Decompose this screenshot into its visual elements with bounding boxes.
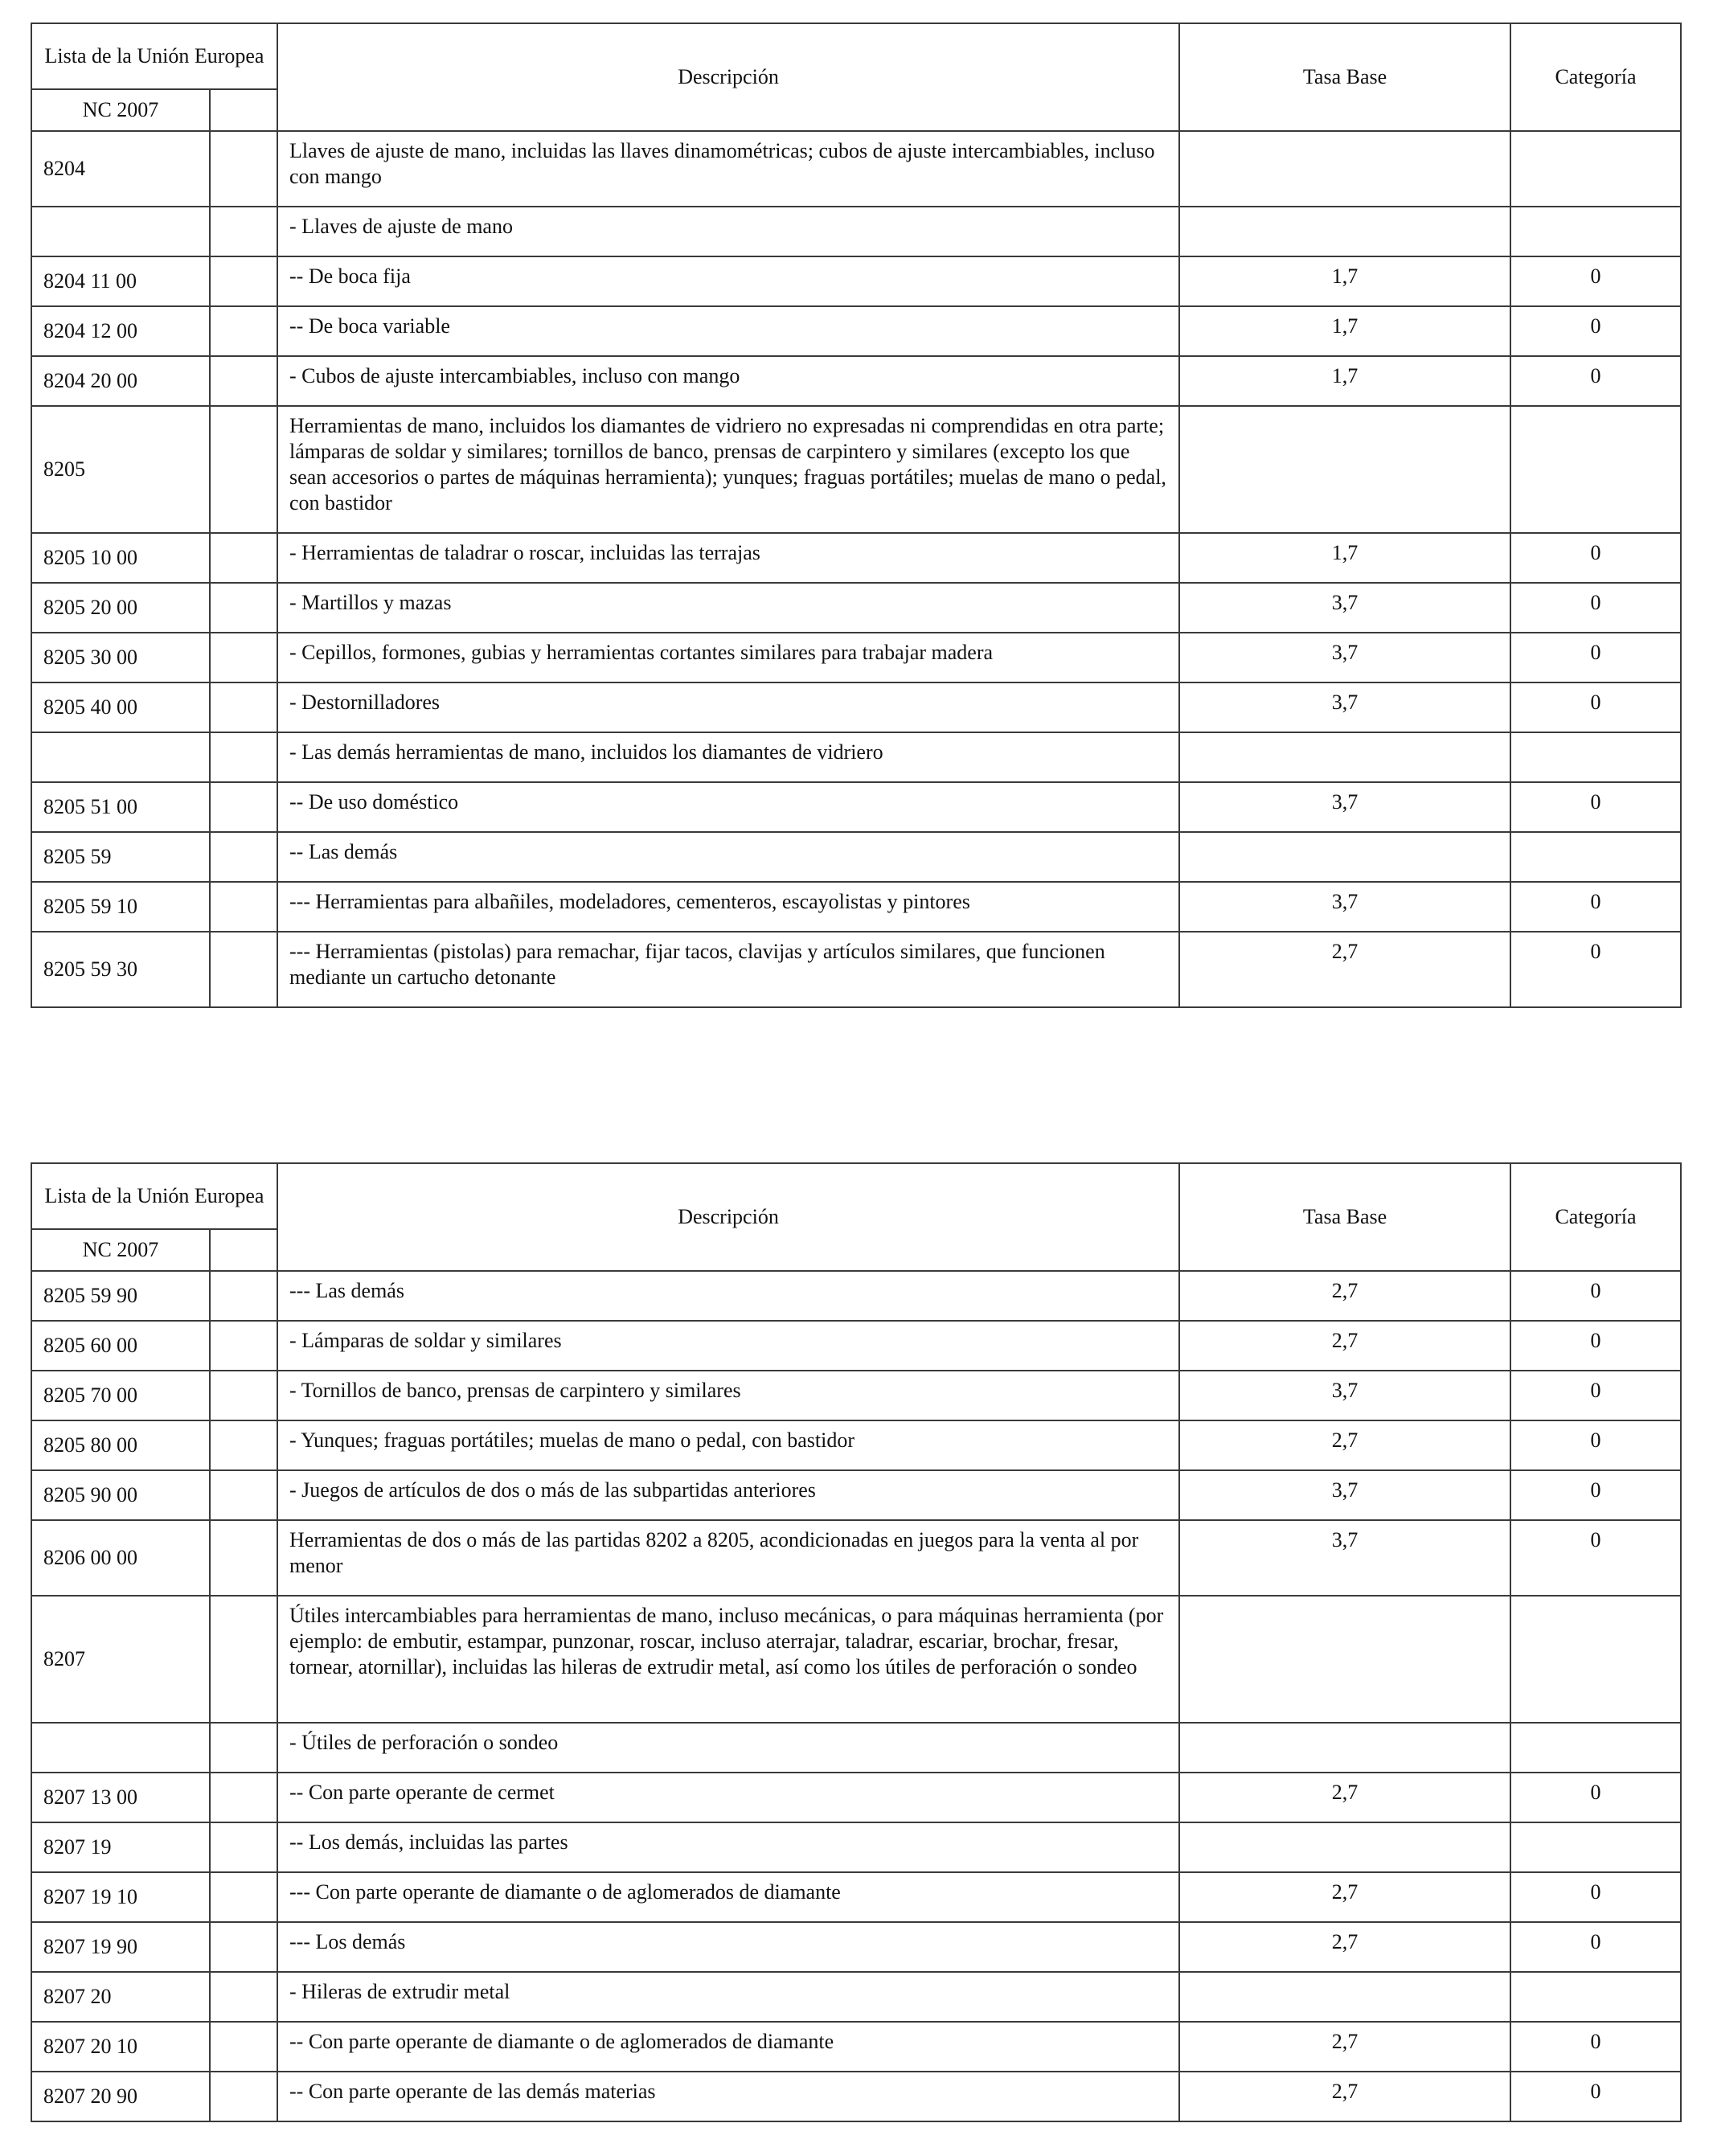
code-cell: 8207 20 10 [31, 2022, 210, 2072]
category-cell [1510, 1723, 1681, 1773]
category-cell [1510, 1596, 1681, 1723]
table-row [31, 2072, 1681, 2121]
description-cell: - Herramientas de taladrar o roscar, incluidas las terrajas [277, 533, 1179, 583]
description-header: Descripción [277, 23, 1179, 131]
code-cell: 8204 12 00 [31, 306, 210, 356]
table-row [31, 832, 1681, 882]
empty-cell [210, 2072, 277, 2121]
rate-cell: 3,7 [1179, 882, 1510, 932]
table-row [31, 1822, 1681, 1872]
empty-cell [210, 1773, 277, 1822]
category-cell [1510, 131, 1681, 207]
category-cell: 0 [1510, 1420, 1681, 1470]
table-row [31, 1520, 1681, 1596]
empty-cell [210, 1596, 277, 1723]
category-cell: 0 [1510, 882, 1681, 932]
rate-cell [1179, 207, 1510, 256]
rate-cell [1179, 732, 1510, 782]
code-cell: 8205 59 10 [31, 882, 210, 932]
code-cell: 8204 11 00 [31, 256, 210, 306]
rate-cell: 3,7 [1179, 1520, 1510, 1596]
empty-cell [210, 1922, 277, 1972]
table-header [31, 23, 1681, 131]
code-cell [31, 1723, 210, 1773]
rate-cell: 1,7 [1179, 356, 1510, 406]
table-row [31, 633, 1681, 682]
empty-cell [210, 1470, 277, 1520]
empty-cell [210, 406, 277, 533]
empty-cell [210, 1520, 277, 1596]
rate-cell: 2,7 [1179, 2022, 1510, 2072]
code-cell [31, 732, 210, 782]
empty-cell [210, 932, 277, 1007]
table-row [31, 1872, 1681, 1922]
description-cell: -- Con parte operante de cermet [277, 1773, 1179, 1822]
code-cell [31, 207, 210, 256]
table-row [31, 2022, 1681, 2072]
empty-cell [210, 1420, 277, 1470]
tariff-table-2 [31, 1162, 1682, 2122]
rate-cell: 2,7 [1179, 1321, 1510, 1371]
empty-cell [210, 1872, 277, 1922]
table-row [31, 882, 1681, 932]
empty-cell [210, 1371, 277, 1420]
description-cell: - Lámparas de soldar y similares [277, 1321, 1179, 1371]
table-row [31, 131, 1681, 207]
table-row [31, 1371, 1681, 1420]
description-cell: - Cepillos, formones, gubias y herramientas cortantes similares para trabajar madera [277, 633, 1179, 682]
category-cell: 0 [1510, 533, 1681, 583]
empty-cell [210, 1271, 277, 1321]
table-row [31, 306, 1681, 356]
description-cell: Llaves de ajuste de mano, incluidas las llaves dinamométricas; cubos de ajuste intercambiables, incluso con mango [277, 131, 1179, 207]
rate-cell: 2,7 [1179, 2072, 1510, 2121]
rate-cell: 2,7 [1179, 1872, 1510, 1922]
description-cell: - Destornilladores [277, 682, 1179, 732]
category-cell: 0 [1510, 1922, 1681, 1972]
category-cell: 0 [1510, 932, 1681, 1007]
code-cell: 8205 90 00 [31, 1470, 210, 1520]
rate-cell [1179, 131, 1510, 207]
table-row [31, 782, 1681, 832]
rate-cell: 3,7 [1179, 682, 1510, 732]
category-cell: 0 [1510, 1371, 1681, 1420]
category-cell: 0 [1510, 782, 1681, 832]
category-header: Categoría [1510, 1163, 1681, 1271]
description-cell: - Tornillos de banco, prensas de carpintero y similares [277, 1371, 1179, 1420]
empty-cell [210, 256, 277, 306]
empty-header-cell [210, 1229, 277, 1271]
category-cell: 0 [1510, 2022, 1681, 2072]
description-cell: Herramientas de dos o más de las partidas 8202 a 8205, acondicionadas en juegos para la venta al por menor [277, 1520, 1179, 1596]
description-cell: - Útiles de perforación o sondeo [277, 1723, 1179, 1773]
category-cell [1510, 207, 1681, 256]
table-row [31, 1420, 1681, 1470]
category-cell: 0 [1510, 2072, 1681, 2121]
category-cell: 0 [1510, 1470, 1681, 1520]
category-cell: 0 [1510, 633, 1681, 682]
code-cell: 8205 70 00 [31, 1371, 210, 1420]
table-row [31, 1972, 1681, 2022]
rate-cell [1179, 1822, 1510, 1872]
list-header: Lista de la Unión Europea [31, 1163, 277, 1229]
description-cell: --- Con parte operante de diamante o de aglomerados de diamante [277, 1872, 1179, 1922]
category-cell [1510, 1822, 1681, 1872]
description-cell: --- Las demás [277, 1271, 1179, 1321]
table-header [31, 1163, 1681, 1271]
code-cell: 8205 59 30 [31, 932, 210, 1007]
description-cell: --- Herramientas (pistolas) para remachar, fijar tacos, clavijas y artículos similares, que funcionen mediante un cartucho detonante [277, 932, 1179, 1007]
empty-header-cell [210, 89, 277, 131]
description-cell: --- Los demás [277, 1922, 1179, 1972]
code-cell: 8205 20 00 [31, 583, 210, 633]
empty-cell [210, 583, 277, 633]
empty-cell [210, 633, 277, 682]
code-cell: 8205 10 00 [31, 533, 210, 583]
code-cell: 8207 19 [31, 1822, 210, 1872]
category-cell: 0 [1510, 1872, 1681, 1922]
table-row [31, 682, 1681, 732]
empty-cell [210, 533, 277, 583]
rate-cell: 1,7 [1179, 256, 1510, 306]
code-cell: 8205 [31, 406, 210, 533]
description-cell: - Llaves de ajuste de mano [277, 207, 1179, 256]
description-cell: - Juegos de artículos de dos o más de las subpartidas anteriores [277, 1470, 1179, 1520]
category-cell: 0 [1510, 1271, 1681, 1321]
category-header: Categoría [1510, 23, 1681, 131]
category-cell: 0 [1510, 1520, 1681, 1596]
rate-cell [1179, 832, 1510, 882]
rate-cell [1179, 1972, 1510, 2022]
rate-cell: 2,7 [1179, 1922, 1510, 1972]
rate-cell: 3,7 [1179, 782, 1510, 832]
table-row [31, 1470, 1681, 1520]
empty-cell [210, 1723, 277, 1773]
rate-cell: 2,7 [1179, 932, 1510, 1007]
table-row [31, 1773, 1681, 1822]
empty-cell [210, 832, 277, 882]
description-cell: -- De uso doméstico [277, 782, 1179, 832]
table-row [31, 732, 1681, 782]
table-row [31, 1596, 1681, 1723]
rate-header: Tasa Base [1179, 1163, 1510, 1271]
code-cell: 8207 13 00 [31, 1773, 210, 1822]
rate-cell: 1,7 [1179, 533, 1510, 583]
nc-header: NC 2007 [31, 1229, 210, 1271]
table-row [31, 207, 1681, 256]
rate-cell: 2,7 [1179, 1420, 1510, 1470]
empty-cell [210, 1822, 277, 1872]
description-header: Descripción [277, 1163, 1179, 1271]
category-cell [1510, 732, 1681, 782]
empty-cell [210, 732, 277, 782]
description-cell: -- Con parte operante de las demás materias [277, 2072, 1179, 2121]
empty-cell [210, 2022, 277, 2072]
nc-header: NC 2007 [31, 89, 210, 131]
description-cell: - Hileras de extrudir metal [277, 1972, 1179, 2022]
empty-cell [210, 1972, 277, 2022]
code-cell: 8207 20 90 [31, 2072, 210, 2121]
table-body [31, 131, 1681, 1007]
code-cell: 8205 60 00 [31, 1321, 210, 1371]
rate-cell: 3,7 [1179, 1470, 1510, 1520]
description-cell: Herramientas de mano, incluidos los diamantes de vidriero no expresadas ni comprendidas en otra parte; lámparas de soldar y similares; tornillos de banco, prensas de carpintero y similares (excepto los que sean accesorios o partes de máquinas herramienta); yunques; fraguas portátiles; muelas de mano o pedal, con bastidor [277, 406, 1179, 533]
rate-cell [1179, 406, 1510, 533]
description-cell: --- Herramientas para albañiles, modeladores, cementeros, escayolistas y pintores [277, 882, 1179, 932]
table-row [31, 583, 1681, 633]
empty-cell [210, 1321, 277, 1371]
table-row [31, 1321, 1681, 1371]
table-row [31, 533, 1681, 583]
code-cell: 8205 30 00 [31, 633, 210, 682]
empty-cell [210, 356, 277, 406]
category-cell: 0 [1510, 306, 1681, 356]
category-cell: 0 [1510, 1773, 1681, 1822]
table-row [31, 1723, 1681, 1773]
category-cell: 0 [1510, 1321, 1681, 1371]
empty-cell [210, 306, 277, 356]
category-cell: 0 [1510, 356, 1681, 406]
rate-cell: 2,7 [1179, 1271, 1510, 1321]
code-cell: 8207 19 90 [31, 1922, 210, 1972]
code-cell: 8205 40 00 [31, 682, 210, 732]
empty-cell [210, 882, 277, 932]
tariff-table-1 [31, 23, 1682, 1008]
description-cell: -- Los demás, incluidas las partes [277, 1822, 1179, 1872]
table-body [31, 1271, 1681, 2121]
list-header: Lista de la Unión Europea [31, 23, 277, 89]
code-cell: 8204 [31, 131, 210, 207]
empty-cell [210, 682, 277, 732]
category-cell: 0 [1510, 583, 1681, 633]
empty-cell [210, 131, 277, 207]
category-cell [1510, 832, 1681, 882]
rate-cell: 3,7 [1179, 1371, 1510, 1420]
table-row [31, 932, 1681, 1007]
description-cell: - Yunques; fraguas portátiles; muelas de mano o pedal, con bastidor [277, 1420, 1179, 1470]
description-cell: - Las demás herramientas de mano, incluidos los diamantes de vidriero [277, 732, 1179, 782]
description-cell: -- De boca fija [277, 256, 1179, 306]
description-cell: -- De boca variable [277, 306, 1179, 356]
empty-cell [210, 207, 277, 256]
rate-header: Tasa Base [1179, 23, 1510, 131]
rate-cell [1179, 1596, 1510, 1723]
category-cell [1510, 1972, 1681, 2022]
description-cell: - Cubos de ajuste intercambiables, incluso con mango [277, 356, 1179, 406]
code-cell: 8207 19 10 [31, 1872, 210, 1922]
table-row [31, 256, 1681, 306]
empty-cell [210, 782, 277, 832]
table-row [31, 1922, 1681, 1972]
code-cell: 8205 59 90 [31, 1271, 210, 1321]
category-cell: 0 [1510, 682, 1681, 732]
description-cell: -- Con parte operante de diamante o de aglomerados de diamante [277, 2022, 1179, 2072]
code-cell: 8207 [31, 1596, 210, 1723]
description-cell: -- Las demás [277, 832, 1179, 882]
table-row [31, 356, 1681, 406]
category-cell [1510, 406, 1681, 533]
description-cell: - Martillos y mazas [277, 583, 1179, 633]
description-cell: Útiles intercambiables para herramientas de mano, incluso mecánicas, o para máquinas herramienta (por ejemplo: de embutir, estampar, punzonar, roscar, incluso aterrajar, taladrar, escariar, brochar, fresar, tornear, atornillar), incluidas las hileras de extrudir metal, así como los útiles de perforación o sondeo [277, 1596, 1179, 1723]
table-row [31, 1271, 1681, 1321]
code-cell: 8207 20 [31, 1972, 210, 2022]
rate-cell: 3,7 [1179, 583, 1510, 633]
code-cell: 8205 80 00 [31, 1420, 210, 1470]
rate-cell: 1,7 [1179, 306, 1510, 356]
code-cell: 8205 51 00 [31, 782, 210, 832]
rate-cell: 3,7 [1179, 633, 1510, 682]
code-cell: 8205 59 [31, 832, 210, 882]
rate-cell [1179, 1723, 1510, 1773]
code-cell: 8204 20 00 [31, 356, 210, 406]
category-cell: 0 [1510, 256, 1681, 306]
table-row [31, 406, 1681, 533]
code-cell: 8206 00 00 [31, 1520, 210, 1596]
rate-cell: 2,7 [1179, 1773, 1510, 1822]
